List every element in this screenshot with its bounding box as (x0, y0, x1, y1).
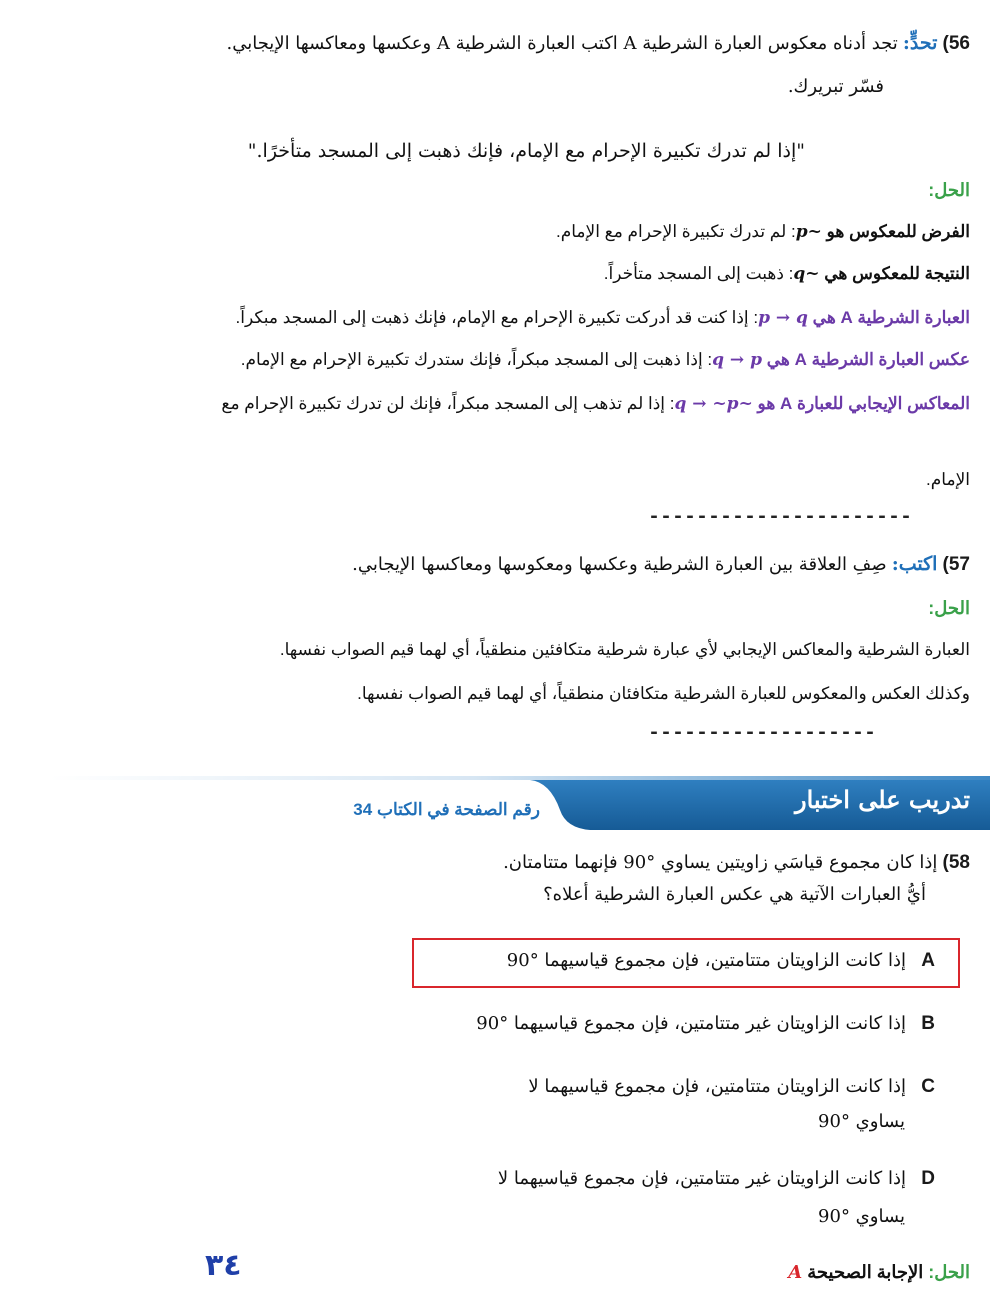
q56-converse-line (241, 350, 970, 370)
line-text: : إذا كنت قد أدركت تكبيرة الإحرام مع الإمام، فإنك ذهبت إلى المسجد مبكراً. (235, 308, 759, 327)
choice-d[interactable] (498, 1168, 935, 1190)
solution-label: الحل: (928, 1262, 970, 1282)
question-number: 58) (942, 852, 970, 873)
choice-text: إذا كانت الزاويتان غير متتامتين، فإن مجموع قياسيهما لا (497, 1168, 906, 1189)
q57-solution-label: الحل: (928, 598, 970, 618)
separator: ---------------------- (648, 506, 913, 529)
separator: ------------------- (648, 722, 877, 745)
banner-page-ref: رقم الصفحة في الكتاب 34 (353, 800, 540, 819)
question-number: 57) (942, 554, 970, 575)
choice-a[interactable] (507, 950, 935, 972)
q56-hypothesis-line (556, 222, 970, 242)
question-tag: تحدٍّ: (902, 32, 938, 54)
q57-answer-line1: العبارة الشرطية والمعاكس الإيجابي لأي عبارة شرطية متكافئين منطقياً، أي لهما قيم الصواب نفسها. (279, 640, 970, 659)
choice-letter: A (921, 950, 935, 971)
q58-header (503, 852, 970, 874)
q57-header (10, 553, 970, 576)
line-label: العبارة الشرطية A هي (812, 308, 970, 327)
q56-header (10, 32, 970, 55)
answer-letter: A (788, 1262, 803, 1283)
line-label: المعاكس الإيجابي للعبارة A هو (757, 394, 970, 413)
banner-title: تدريب على اختبار (795, 785, 970, 814)
line-math: q → p (712, 350, 762, 370)
answer-text: الإجابة الصحيحة (807, 1262, 924, 1282)
q56-last-line: الإمام. (926, 470, 970, 489)
line-label: الفرض للمعكوس هو (826, 222, 970, 241)
question-tag: اكتب: (891, 553, 938, 575)
choice-b[interactable] (476, 1013, 935, 1035)
question-number: 56) (942, 33, 970, 54)
choice-letter: C (921, 1076, 935, 1097)
question-text: إذا كان مجموع قياسَي زاويتين يساوي °90 فإنهما متتامتان. (503, 852, 938, 873)
line-math: ~p (795, 222, 822, 242)
choice-text: إذا كانت الزاويتان متتامتين، فإن مجموع قياسيهما لا (528, 1076, 906, 1097)
choice-text: إذا كانت الزاويتان غير متتامتين، فإن مجموع قياسيهما °90 (476, 1013, 906, 1034)
q58-text-line2: أيُّ العبارات الآتية هي عكس العبارة الشرطية أعلاه؟ (543, 884, 926, 905)
line-math: p → q (758, 308, 808, 328)
line-label: عكس العبارة الشرطية A هي (766, 350, 970, 369)
question-text: صِفِ العلاقة بين العبارة الشرطية وعكسها ومعكوسها ومعاكسها الإيجابي. (352, 554, 887, 575)
q56-contrapositive-line (221, 394, 970, 414)
q56-solution-label: الحل: (928, 180, 970, 200)
line-label: النتيجة للمعكوس هي (824, 264, 970, 283)
choice-letter: D (921, 1168, 935, 1189)
q56-quote: "إذا لم تدرك تكبيرة الإحرام مع الإمام، فإنك ذهبت إلى المسجد متأخرًا." (247, 140, 805, 162)
line-math: ~q → ~p (674, 394, 753, 414)
line-text: : إذا لم تذهب إلى المسجد مبكراً، فإنك لن تدرك تكبيرة الإحرام مع (221, 394, 675, 413)
line-text: : إذا ذهبت إلى المسجد مبكراً، فإنك ستدرك تكبيرة الإحرام مع الإمام. (240, 350, 713, 369)
line-math: ~q (793, 264, 820, 284)
q57-answer-line2: وكذلك العكس والمعكوس للعبارة الشرطية متكافئان منطقياً، أي لهما قيم الصواب نفسها. (357, 684, 970, 703)
question-text: تجد أدناه معكوس العبارة الشرطية A اكتب العبارة الشرطية A وعكسها ومعاكسها الإيجابي. (226, 33, 898, 54)
line-text: : ذهبت إلى المسجد متأخراً. (603, 264, 794, 283)
q56-text-line2: فسّر تبريرك. (787, 76, 884, 97)
line-text: : لم تدرك تكبيرة الإحرام مع الإمام. (555, 222, 796, 241)
page-number: ٣٤ (205, 1248, 242, 1283)
choice-letter: B (921, 1013, 935, 1034)
choice-d-line2: يساوي °90 (818, 1206, 905, 1227)
choice-c[interactable] (528, 1076, 935, 1098)
choice-text: إذا كانت الزاويتان متتامتين، فإن مجموع قياسيهما °90 (506, 950, 906, 971)
q56-conclusion-line (604, 264, 970, 284)
q58-solution (788, 1262, 970, 1283)
choice-c-line2: يساوي °90 (818, 1111, 905, 1132)
q56-conditional-line (236, 308, 970, 328)
